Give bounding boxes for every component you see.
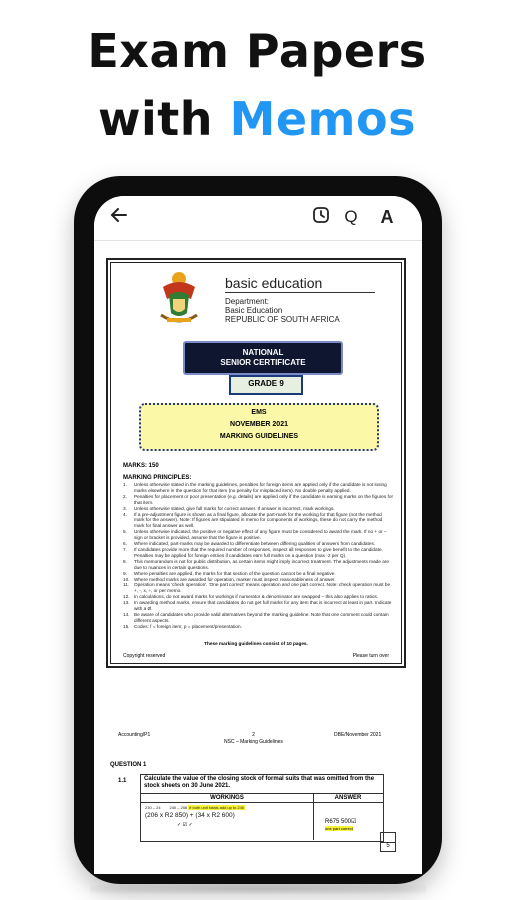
principle-item <box>123 529 393 541</box>
principle-number: 7. <box>123 546 127 552</box>
total-marks: MARKS: 150 <box>123 463 159 469</box>
principle-text: Operation means 'check operation'. 'One part correct' means operation and one part correct. Note: check operation must be +, -, x, ÷, or per memo. <box>134 582 391 594</box>
grade-badge: GRADE 9 <box>229 375 303 395</box>
mark-value: 5 <box>381 842 395 849</box>
question-heading: QUESTION 1 <box>110 762 147 768</box>
back-button[interactable] <box>102 202 136 232</box>
answer-header: ANSWER <box>313 794 383 803</box>
exam-session: NOVEMBER 2021 <box>230 421 288 428</box>
font-size-button[interactable]: A <box>380 206 394 227</box>
page-header-right: DBE/November 2021 <box>334 732 382 738</box>
certificate-line1: NATIONAL <box>242 348 284 357</box>
clock-icon <box>312 206 330 229</box>
department-block <box>225 297 340 324</box>
principle-text: Be aware of candidates who provide valid alternatives beyond the marking guideline. Note that one comment could contain different aspects. <box>134 611 389 623</box>
search-button[interactable]: Q <box>344 207 358 226</box>
answer-table <box>140 794 384 842</box>
principle-number: 5. <box>123 529 127 535</box>
principle-item <box>123 482 393 494</box>
principle-text: Where indicated, part-marks may be awarded to differentiate between differing qualities of answers from candidates. <box>134 541 376 547</box>
principle-item <box>123 547 393 559</box>
subject-box <box>139 403 379 451</box>
principle-number: 14. <box>123 611 130 617</box>
principle-text: In calculations, do not award marks for workings if numerator & denominator are swapped – this also applies to ratios. <box>134 594 379 600</box>
principle-number: 2. <box>123 493 127 499</box>
principle-text: In awarding method marks, ensure that candidates do not get full marks for any item that is incorrect at least in part. Indicate with a Ø. <box>134 600 392 612</box>
country-name: REPUBLIC OF SOUTH AFRICA <box>225 315 340 324</box>
turn-over-note: Please turn over <box>352 653 389 659</box>
certificate-badge <box>183 341 343 375</box>
workings-notes <box>145 805 245 810</box>
principle-item <box>123 612 393 624</box>
principle-text: Codes: f = foreign item; p = placement/presentation. <box>134 623 242 629</box>
principle-number: 4. <box>123 511 127 517</box>
workings-highlight: if both unit totals add up to 240 <box>189 805 245 810</box>
principle-text: If a pre-adjustment figure is shown as a final figure, allocate the part-mark for the working for that figure (not the method mark for the answer). Note: If figures are stipulated in memo for components of workings, these do not carry the method mark for final answer as well. <box>134 511 383 529</box>
principle-text: Unless otherwise stated in the marking guidelines, penalties for foreign items are applied only if the candidate is not losing marks elsewhere in the question for that item (no penalty for misplaced item). No double penalty applied. <box>134 482 387 493</box>
document-type: MARKING GUIDELINES <box>219 433 299 440</box>
department-name: Basic Education <box>225 306 283 315</box>
workings-ticks: ✓ ☑ ✓ <box>177 822 193 828</box>
copyright-note: Copyright reserved <box>123 653 166 659</box>
answer-note: one part correct <box>325 826 354 831</box>
workings-note-mid: 240 – 206 <box>169 805 188 810</box>
principle-number: 15. <box>123 623 130 629</box>
workings-calculation: (206 x R2 850) + (34 x R2 600) <box>145 812 235 819</box>
principle-number: 11. <box>123 582 130 588</box>
promo-headline-line1: Exam Papers <box>87 24 427 78</box>
sub-question-text: Calculate the value of the closing stock of formal suits that was omitted from the stock sheets on 30 June 2021. <box>140 774 384 794</box>
workings-cell <box>141 802 314 840</box>
subject-name: EMS <box>251 409 267 416</box>
principle-item <box>123 600 393 612</box>
principle-item <box>123 559 393 571</box>
principle-number: 9. <box>123 570 127 576</box>
second-page <box>94 670 422 874</box>
principle-number: 10. <box>123 576 130 582</box>
sub-question-number: 1.1 <box>118 778 127 784</box>
page-header-left: Accounting/P1 <box>118 732 151 738</box>
workings-note-left: 230 – 24 <box>145 805 161 810</box>
principle-item <box>123 494 393 506</box>
coat-of-arms-icon <box>157 269 201 325</box>
recent-button[interactable] <box>306 202 336 232</box>
phone-shadow <box>90 884 426 894</box>
page-header-mid <box>224 732 283 746</box>
principle-text: If candidates provide more that the required number of responses, inspect all responses to give benefit to the candidate. Penalties may be applied for foreign entries if candidates earn full marks on a question (max -2 per Q). <box>134 546 383 558</box>
principle-text: Where method marks are awarded for operation, marker must inspect reasonableness of answer. <box>134 576 336 582</box>
cover-page <box>106 258 406 668</box>
brand-title: basic education <box>225 275 375 293</box>
principle-number: 3. <box>123 505 127 511</box>
promo-headline-line2 <box>0 92 514 146</box>
principles-list <box>123 482 393 630</box>
department-label: Department: <box>225 297 270 306</box>
principle-number: 8. <box>123 558 127 564</box>
phone-screen <box>94 196 422 874</box>
principle-number: 12. <box>123 594 130 600</box>
page-count-note: These marking guidelines consist of 10 pages. <box>204 641 308 646</box>
principle-item <box>123 624 393 630</box>
page-subtitle: NSC – Marking Guidelines <box>224 739 283 745</box>
answer-value: R675 500☑ <box>325 819 357 825</box>
principle-number: 1. <box>123 482 127 487</box>
principle-number: 6. <box>123 541 127 547</box>
certificate-line2: SENIOR CERTIFICATE <box>220 358 306 367</box>
principle-text: Unless otherwise indicated, the positive or negative effect of any figure must be considered to award the mark. If no + or – sign or bracket is provided, assume that the figure is positive. <box>134 529 387 541</box>
principles-heading: MARKING PRINCIPLES: <box>123 475 192 481</box>
principle-item <box>123 582 393 594</box>
page-number: 2 <box>252 732 255 738</box>
mark-box <box>380 832 396 852</box>
principle-number: 13. <box>123 600 130 606</box>
principle-text: Where penalties are applied, the marks for that section of the question cannot be a final negative. <box>134 570 336 576</box>
arrow-left-icon <box>110 206 128 229</box>
workings-header: WORKINGS <box>141 794 314 803</box>
principle-text: Unless otherwise stated, give full marks for correct answer. If answer is incorrect, mark workings. <box>134 505 335 511</box>
principle-item <box>123 512 393 530</box>
principle-text: Penalties for placement or poor presentation (e.g. details) are applied only if the candidate is earning marks on the figures for that item. <box>134 493 394 505</box>
app-bar <box>94 196 422 241</box>
promo-headline-prefix: with <box>98 92 230 146</box>
promo-headline-accent: Memos <box>229 92 416 146</box>
principle-text: This memorandum is not for public distribution, as certain items might imply incorrect treatment. The adjustments made are due to nuances in certain questions. <box>134 558 389 570</box>
